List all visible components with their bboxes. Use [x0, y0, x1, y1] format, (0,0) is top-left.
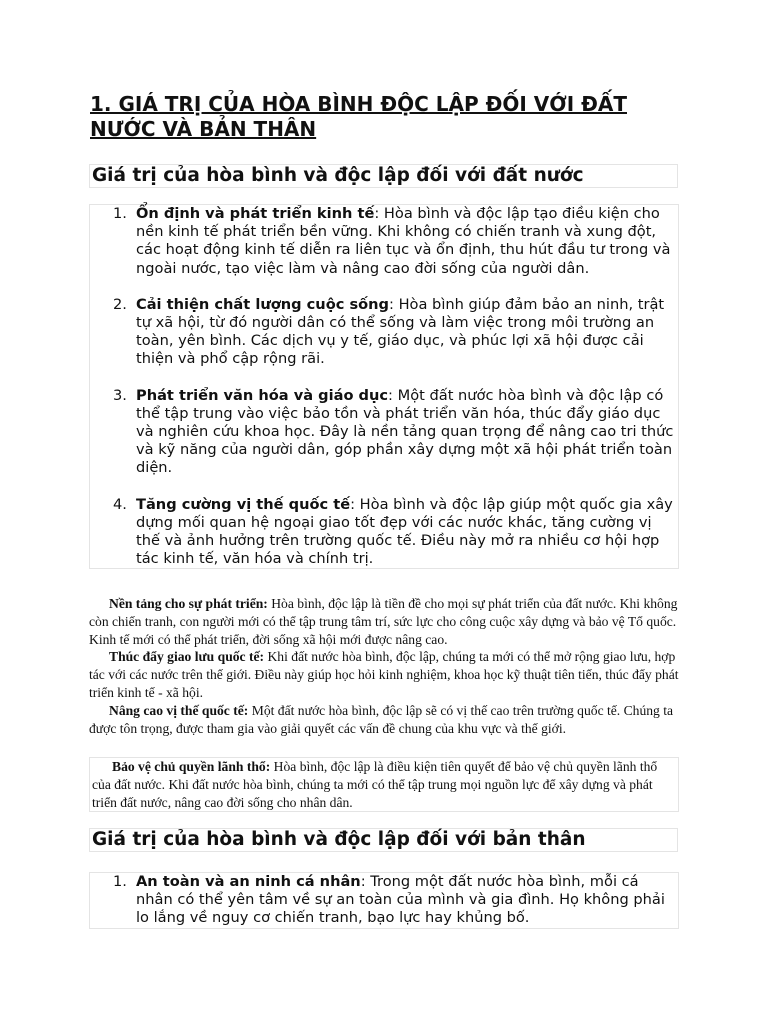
paragraph-term: Thúc đẩy giao lưu quốc tế:: [109, 649, 265, 665]
list-item-text: : Một đất nước hòa bình và độc lập có thể tập trung vào việc bảo tồn và phát triển văn hóa, thúc đẩy giáo dục và nghiên cứu khoa học. Đây là nền tảng quan trọng để nâng cao tri thức và kỹ năng của người dân, góp phần xây dựng một xã hội phát triển toàn diện.: [136, 386, 674, 477]
list-item-term: Cải thiện chất lượng cuộc sống: [136, 295, 390, 313]
list-item: [90, 873, 678, 928]
list-item-term: An toàn và an ninh cá nhân: [136, 873, 361, 890]
paragraph-foundation: [89, 595, 684, 648]
page-title: 1. GIÁ TRỊ CỦA HÒA BÌNH ĐỘC LẬP ĐỐI VỚI ĐẤT NƯỚC VÀ BẢN THÂN: [90, 92, 627, 141]
paragraph-term: Bảo vệ chủ quyền lãnh thổ:: [112, 759, 271, 774]
list-item: [90, 496, 678, 569]
paragraph-term: Nâng cao vị thế quốc tế:: [109, 702, 249, 718]
paragraph-text: Một đất nước hòa bình, độc lập sẽ có vị thế cao trên trường quốc tế. Chúng ta được tôn trọng, được tham gia vào giải quyết các vấn đề chung của khu vực và thế giới.: [89, 702, 674, 736]
paragraph-status: [89, 702, 684, 738]
country-values-list: [89, 204, 679, 569]
list-item-text: : Hòa bình và độc lập giúp một quốc gia xây dựng mối quan hệ ngoại giao tốt đẹp với các nước khác, tăng cường vị thế và ảnh hưởng trên trường quốc tế. Điều này mở ra nhiều cơ hội hợp tác kinh tế, văn hóa và chính trị.: [136, 495, 673, 568]
list-number: 2.: [113, 295, 127, 313]
list-item-term: Ổn định và phát triển kinh tế: [136, 205, 375, 222]
paragraph-text: Khi đất nước hòa bình, độc lập, chúng ta mới có thể mở rộng giao lưu, hợp tác với các nước trên thế giới. Điều này giúp học hỏi kinh nghiệm, khoa học kỹ thuật tiên tiến, thúc đẩy phát triển kinh tế - xã hội.: [89, 649, 679, 700]
list-item-text: : Hòa bình giúp đảm bảo an ninh, trật tự xã hội, từ đó người dân có thể sống và làm việc trong môi trường an toàn, yên bình. Các dịch vụ y tế, giáo dục, và phúc lợi xã hội được cải thiện và phổ cập rộng rãi.: [136, 295, 665, 368]
list-number: 4.: [113, 495, 127, 513]
paragraph-exchange: [89, 648, 684, 701]
section-heading-country: Giá trị của hòa bình và độc lập đối với đất nước: [89, 164, 678, 188]
paragraph-sovereignty: [92, 758, 676, 811]
list-number: 1.: [113, 873, 127, 890]
boxed-paragraph: [89, 757, 679, 812]
paragraph-text: Hòa bình, độc lập là điều kiện tiên quyết để bảo vệ chủ quyền lãnh thổ của đất nước. Khi đất nước hòa bình, chúng ta mới có thể tập trung mọi nguồn lực để xây dựng và phát triển đất nước, nâng cao đời sống cho nhân dân.: [92, 759, 658, 810]
list-item: [90, 387, 678, 478]
paragraph-term: Nền tảng cho sự phát triển:: [109, 596, 268, 611]
list-item: [90, 296, 678, 369]
list-item-text: : Trong một đất nước hòa bình, mỗi cá nhân có thể yên tâm về sự an toàn của mình và gia đình. Họ không phải lo lắng về nguy cơ chiến tranh, bạo lực hay khủng bố.: [136, 873, 665, 927]
list-item-term: Phát triển văn hóa và giáo dục: [136, 386, 389, 404]
list-number: 3.: [113, 386, 127, 404]
list-item-term: Tăng cường vị thế quốc tế: [136, 495, 351, 513]
body-paragraphs: [89, 595, 684, 737]
list-item: [90, 205, 678, 278]
self-values-list: [89, 872, 679, 929]
section-heading-self: Giá trị của hòa bình và độc lập đối với bản thân: [89, 828, 678, 852]
paragraph-text: Hòa bình, độc lập là tiền đề cho mọi sự phát triển của đất nước. Khi không còn chiến tranh, con người mới có thể tập trung tâm trí, sức lực cho công cuộc xây dựng và bảo vệ Tổ quốc. Kinh tế mới có thể phát triển, đời sống xã hội mới được nâng cao.: [89, 596, 678, 647]
list-item-text: : Hòa bình và độc lập tạo điều kiện cho nền kinh tế phát triển bền vững. Khi không có chiến tranh và xung đột, các hoạt động kinh tế diễn ra liên tục và ổn định, thu hút đầu tư trong và ngoài nước, tạo việc làm và nâng cao đời sống của người dân.: [136, 205, 671, 277]
list-number: 1.: [113, 205, 127, 222]
